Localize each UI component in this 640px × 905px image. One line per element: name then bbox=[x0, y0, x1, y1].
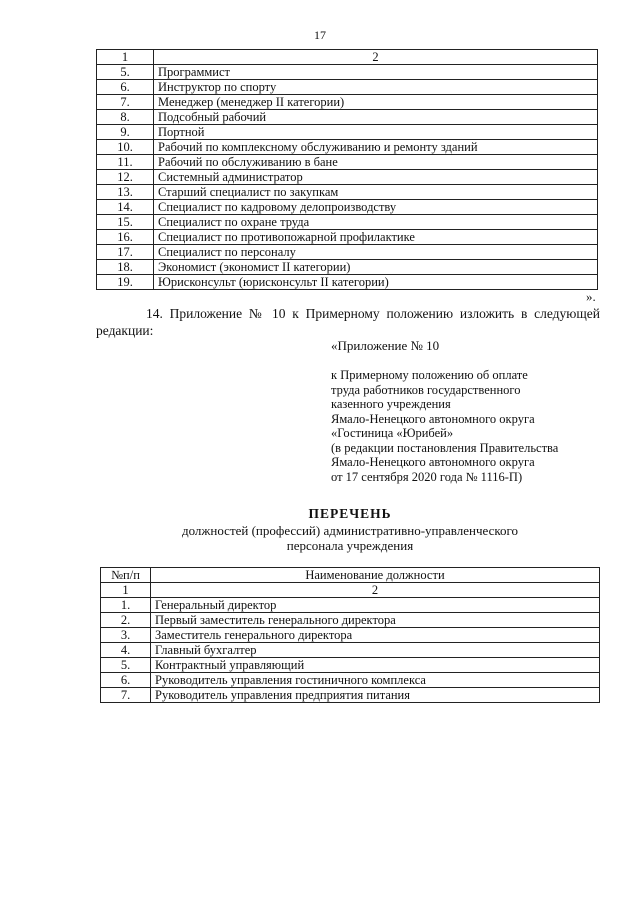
management-positions-table bbox=[100, 567, 600, 703]
table-row bbox=[97, 170, 598, 185]
position-name: Старший специалист по закупкам bbox=[154, 185, 598, 200]
table-row bbox=[97, 200, 598, 215]
annex-line: (в редакции постановления Правительства bbox=[331, 440, 559, 455]
annex-line: к Примерному положению об оплате bbox=[331, 368, 528, 382]
row-number: 11. bbox=[97, 155, 154, 170]
annex-line: Ямало-Ненецкого автономного округа bbox=[331, 411, 535, 426]
row-number: 13. bbox=[97, 185, 154, 200]
table-row bbox=[101, 688, 600, 703]
column-number-1: 1 bbox=[97, 50, 154, 65]
table-row bbox=[101, 673, 600, 688]
row-number: 10. bbox=[97, 140, 154, 155]
annex-line: труда работников государственного bbox=[331, 382, 521, 397]
position-name: Портной bbox=[154, 125, 598, 140]
row-number: 1. bbox=[101, 598, 151, 613]
position-name: Специалист по кадровому делопроизводству bbox=[154, 200, 598, 215]
annex-line: «Гостиница «Юрибей» bbox=[331, 426, 454, 440]
annex-title: «Приложение № 10 bbox=[331, 338, 440, 353]
closing-quote: ». bbox=[586, 289, 596, 304]
table-row bbox=[101, 598, 600, 613]
annex-line: казенного учреждения bbox=[331, 397, 451, 411]
table-row bbox=[97, 95, 598, 110]
table-row bbox=[101, 613, 600, 628]
position-name: Первый заместитель генерального директора bbox=[151, 613, 600, 628]
table-row bbox=[97, 215, 598, 230]
table-row bbox=[101, 628, 600, 643]
row-number: 5. bbox=[101, 658, 151, 673]
row-number: 4. bbox=[101, 643, 151, 658]
position-name: Руководитель управления предприятия питания bbox=[151, 688, 600, 703]
position-name: Юрисконсульт (юрисконсульт II категории) bbox=[154, 275, 598, 290]
position-name: Генеральный директор bbox=[151, 598, 600, 613]
position-name: Главный бухгалтер bbox=[151, 643, 600, 658]
row-number: 2. bbox=[101, 613, 151, 628]
table-row bbox=[97, 260, 598, 275]
row-number: 8. bbox=[97, 110, 154, 125]
column-header-number: №п/п bbox=[101, 568, 151, 583]
position-name: Контрактный управляющий bbox=[151, 658, 600, 673]
table-row bbox=[97, 110, 598, 125]
table-row bbox=[97, 275, 598, 290]
row-number: 6. bbox=[97, 80, 154, 95]
table-header-row bbox=[97, 50, 598, 65]
row-number: 3. bbox=[101, 628, 151, 643]
column-number-2: 2 bbox=[151, 583, 600, 598]
table-header-row bbox=[101, 568, 600, 583]
row-number: 17. bbox=[97, 245, 154, 260]
row-number: 6. bbox=[101, 673, 151, 688]
position-name: Специалист по противопожарной профилактике bbox=[154, 230, 598, 245]
row-number: 5. bbox=[97, 65, 154, 80]
positions-table-continued bbox=[96, 49, 598, 290]
table-row bbox=[97, 155, 598, 170]
row-number: 7. bbox=[97, 95, 154, 110]
list-subtitle bbox=[0, 523, 640, 553]
amendment-paragraph: 14. Приложение № 10 к Примерному положению изложить в следующей редакции: bbox=[96, 306, 600, 338]
list-title: ПЕРЕЧЕНЬ bbox=[308, 506, 392, 521]
list-subtitle-line: персонала учреждения bbox=[286, 538, 414, 553]
row-number: 18. bbox=[97, 260, 154, 275]
row-number: 9. bbox=[97, 125, 154, 140]
annex-reference bbox=[331, 368, 621, 484]
table-row bbox=[97, 65, 598, 80]
page-number: 17 bbox=[314, 28, 326, 42]
table-row bbox=[97, 230, 598, 245]
position-name: Инструктор по спорту bbox=[154, 80, 598, 95]
column-header-position: Наименование должности bbox=[151, 568, 600, 583]
table-row bbox=[101, 643, 600, 658]
row-number: 15. bbox=[97, 215, 154, 230]
position-name: Специалист по персоналу bbox=[154, 245, 598, 260]
annex-line: от 17 сентября 2020 года № 1116-П) bbox=[331, 469, 523, 484]
table-row bbox=[97, 185, 598, 200]
table-row bbox=[97, 245, 598, 260]
position-name: Программист bbox=[154, 65, 598, 80]
table-row bbox=[101, 658, 600, 673]
annex-line: Ямало-Ненецкого автономного округа bbox=[331, 455, 535, 469]
column-number-2: 2 bbox=[154, 50, 598, 65]
row-number: 19. bbox=[97, 275, 154, 290]
position-name: Подсобный рабочий bbox=[154, 110, 598, 125]
row-number: 7. bbox=[101, 688, 151, 703]
position-name: Менеджер (менеджер II категории) bbox=[154, 95, 598, 110]
position-name: Системный администратор bbox=[154, 170, 598, 185]
table-row bbox=[97, 80, 598, 95]
column-number-1: 1 bbox=[101, 583, 151, 598]
table-numbering-row bbox=[101, 583, 600, 598]
position-name: Рабочий по обслуживанию в бане bbox=[154, 155, 598, 170]
row-number: 16. bbox=[97, 230, 154, 245]
position-name: Рабочий по комплексному обслуживанию и ремонту зданий bbox=[154, 140, 598, 155]
position-name: Заместитель генерального директора bbox=[151, 628, 600, 643]
position-name: Специалист по охране труда bbox=[154, 215, 598, 230]
list-subtitle-line: должностей (профессий) административно-управленческого bbox=[181, 523, 519, 538]
table-row bbox=[97, 140, 598, 155]
position-name: Экономист (экономист II категории) bbox=[154, 260, 598, 275]
row-number: 12. bbox=[97, 170, 154, 185]
position-name: Руководитель управления гостиничного комплекса bbox=[151, 673, 600, 688]
table-row bbox=[97, 125, 598, 140]
row-number: 14. bbox=[97, 200, 154, 215]
